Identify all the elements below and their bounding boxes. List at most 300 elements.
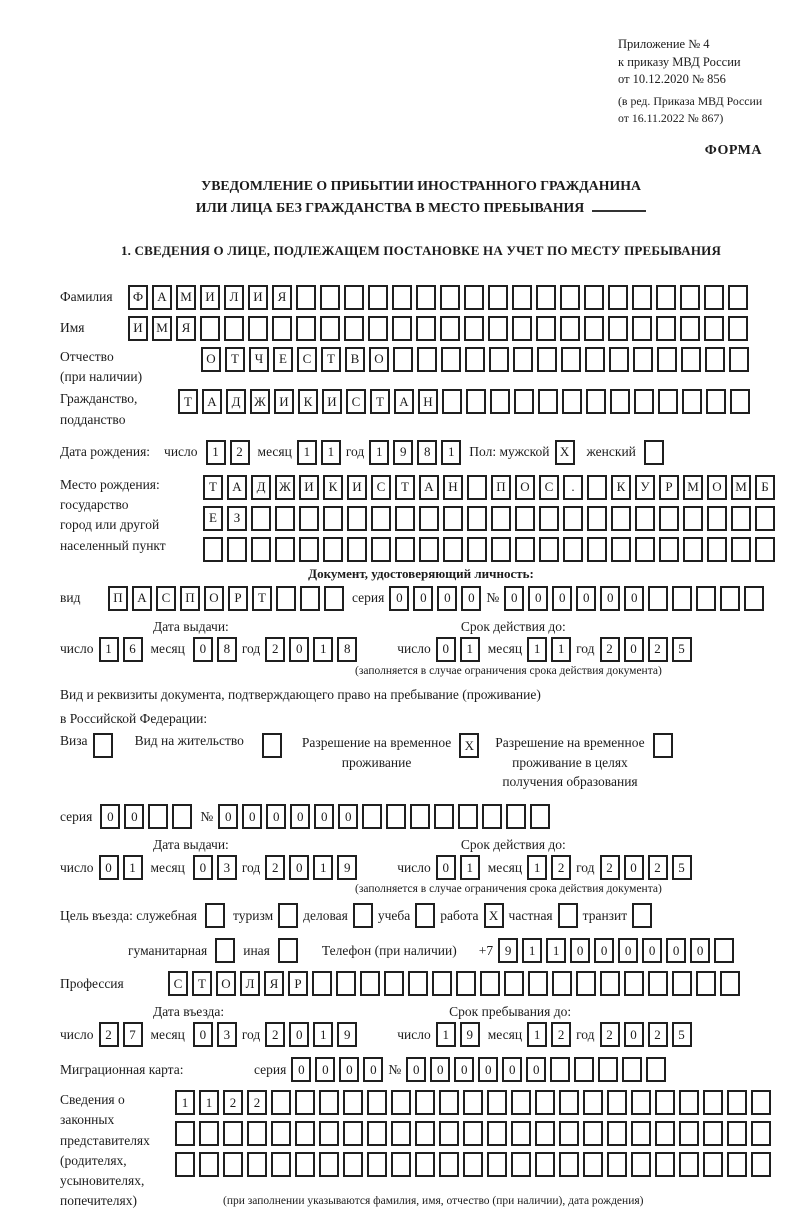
form-cell: Т — [225, 347, 245, 372]
form-cell — [175, 1152, 195, 1177]
form-cell: 8 — [337, 637, 357, 662]
form-cell — [275, 506, 295, 531]
purpose-tourism-checkbox — [278, 903, 298, 928]
form-cell — [251, 506, 271, 531]
profession-cells — [168, 971, 740, 996]
year-label: год — [576, 1026, 595, 1042]
mig-number-label: № — [388, 1061, 402, 1077]
form-cell — [511, 1152, 531, 1177]
legal-reps-cells-row2 — [175, 1121, 771, 1146]
form-cell: 0 — [526, 1057, 546, 1082]
entry-month-cells — [193, 1022, 237, 1047]
section1-title: 1. СВЕДЕНИЯ О ЛИЦЕ, ПОДЛЕЖАЩЕМ ПОСТАНОВКЕ НА УЧЕТ ПО МЕСТУ ПРЕБЫВАНИЯ — [120, 242, 722, 258]
form-cell — [458, 804, 478, 829]
form-cell — [367, 1090, 387, 1115]
form-cell: Т — [192, 971, 212, 996]
form-cell — [714, 938, 734, 963]
surname-cells — [128, 285, 748, 310]
birth-year-cells — [369, 440, 461, 465]
form-cell: А — [132, 586, 152, 611]
form-cell: X — [555, 440, 575, 465]
form-cell — [705, 347, 725, 372]
form-cell — [536, 285, 556, 310]
form-cell — [559, 1090, 579, 1115]
form-cell — [598, 1057, 618, 1082]
form-cell: Ж — [275, 475, 295, 500]
form-cell: Д — [251, 475, 271, 500]
form-cell — [728, 316, 748, 341]
form-cell — [587, 475, 607, 500]
form-cell — [278, 938, 298, 963]
form-cell — [296, 316, 316, 341]
residence-permit-checkbox — [262, 733, 282, 758]
form-cell — [410, 804, 430, 829]
form-cell: 2 — [648, 637, 668, 662]
form-cell: 0 — [413, 586, 433, 611]
purpose-business-checkbox — [353, 903, 373, 928]
form-cell — [347, 506, 367, 531]
sex-female-checkbox — [644, 440, 664, 465]
form-cell — [227, 537, 247, 562]
form-cell: О — [216, 971, 236, 996]
form-cell — [528, 971, 548, 996]
form-cell: 1 — [460, 855, 480, 880]
purpose-private-label: частная — [508, 907, 553, 923]
form-cell — [415, 1090, 435, 1115]
form-cell — [415, 1152, 435, 1177]
day-label: число — [60, 1026, 94, 1042]
stay-month-cells — [527, 1022, 571, 1047]
form-cell: 0 — [218, 804, 238, 829]
form-cell — [415, 1121, 435, 1146]
form-cell — [353, 903, 373, 928]
legal-reps-note: (при заполнении указываются фамилия, имя, отчество (при наличии), дата рождения) — [223, 1195, 644, 1207]
form-cell: 0 — [594, 938, 614, 963]
form-cell — [607, 1152, 627, 1177]
form-cell — [658, 389, 678, 414]
stay-day-cells — [436, 1022, 480, 1047]
form-cell: 0 — [552, 586, 572, 611]
form-cell: Т — [321, 347, 341, 372]
form-cell — [419, 506, 439, 531]
form-cell — [419, 537, 439, 562]
form-cell — [488, 316, 508, 341]
res-issue-day-cells — [99, 855, 143, 880]
form-cell — [632, 903, 652, 928]
form-cell: 1 — [297, 440, 317, 465]
form-cell — [506, 804, 526, 829]
form-cell — [563, 537, 583, 562]
phone-prefix: +7 — [478, 942, 494, 958]
purpose-study-checkbox — [415, 903, 435, 928]
form-cell: О — [201, 347, 221, 372]
form-cell: 2 — [99, 1022, 119, 1047]
form-cell — [576, 971, 596, 996]
res-validity-note: (заполняется в случае ограничения срока действия документа) — [355, 883, 662, 895]
purpose-other-label: иная — [243, 942, 270, 958]
form-cell — [696, 971, 716, 996]
form-cell — [679, 1090, 699, 1115]
form-cell: 9 — [337, 1022, 357, 1047]
temp-residence-edu-label: Разрешение на временное проживание в целях получения образования — [495, 735, 645, 790]
form-cell: П — [491, 475, 511, 500]
form-cell — [608, 285, 628, 310]
year-label: год — [241, 1026, 261, 1042]
form-cell — [648, 971, 668, 996]
form-cell — [704, 285, 724, 310]
form-cell — [271, 1152, 291, 1177]
form-cell — [395, 537, 415, 562]
form-cell — [295, 1152, 315, 1177]
form-cell: 0 — [624, 586, 644, 611]
form-cell: И — [299, 475, 319, 500]
day-label: число — [60, 641, 94, 657]
form-cell — [560, 285, 580, 310]
form-cell: 2 — [648, 855, 668, 880]
title-line2: ИЛИ ЛИЦА БЕЗ ГРАЖДАНСТВА В МЕСТО ПРЕБЫВАНИЯ — [60, 197, 782, 219]
form-cell — [439, 1090, 459, 1115]
form-cell — [491, 506, 511, 531]
legal-reps-cells-row1 — [175, 1090, 771, 1115]
form-cell — [682, 389, 702, 414]
form-cell: И — [248, 285, 268, 310]
form-cell: 0 — [570, 938, 590, 963]
residence-doc-line1: Вид и реквизиты документа, подтверждающего право на пребывание (проживание) — [60, 686, 541, 702]
form-cell — [600, 971, 620, 996]
form-cell — [456, 971, 476, 996]
form-cell — [391, 1152, 411, 1177]
form-cell: К — [298, 389, 318, 414]
form-cell — [587, 537, 607, 562]
form-cell — [560, 316, 580, 341]
form-cell: 1 — [175, 1090, 195, 1115]
doc-expiry-day-cells — [436, 637, 480, 662]
doc-expiry-year-cells — [600, 637, 692, 662]
form-cell — [467, 475, 487, 500]
form-cell — [463, 1121, 483, 1146]
form-cell — [251, 537, 271, 562]
form-cell — [587, 506, 607, 531]
form-cell — [368, 316, 388, 341]
purpose-private-checkbox — [558, 903, 578, 928]
form-cell: 0 — [314, 804, 334, 829]
form-cell: . — [563, 475, 583, 500]
res-series-cells — [100, 804, 192, 829]
form-cell — [465, 347, 485, 372]
form-cell: Д — [226, 389, 246, 414]
form-cell — [550, 1057, 570, 1082]
form-cell: 1 — [527, 855, 547, 880]
edition-line: от 16.11.2022 № 867) — [618, 110, 724, 125]
edition-line: (в ред. Приказа МВД России — [618, 93, 763, 108]
form-cell: 0 — [576, 586, 596, 611]
res-number-label: № — [200, 808, 214, 824]
form-cell: Р — [288, 971, 308, 996]
form-cell — [395, 506, 415, 531]
form-cell: 0 — [193, 637, 213, 662]
form-cell: Ф — [128, 285, 148, 310]
form-cell: А — [419, 475, 439, 500]
form-cell — [512, 285, 532, 310]
form-cell — [672, 586, 692, 611]
form-cell: 0 — [266, 804, 286, 829]
form-cell: К — [611, 475, 631, 500]
entry-dates-headers — [60, 1004, 782, 1020]
stay-until-header: Срок пребывания до: — [449, 1004, 572, 1019]
form-cell — [562, 389, 582, 414]
form-cell — [312, 971, 332, 996]
form-cell: 9 — [337, 855, 357, 880]
form-cell: Я — [272, 285, 292, 310]
form-cell — [271, 1090, 291, 1115]
form-cell — [514, 389, 534, 414]
form-cell: И — [200, 285, 220, 310]
temp-residence-checkbox — [459, 733, 479, 758]
form-cell: Е — [203, 506, 223, 531]
form-cell — [343, 1152, 363, 1177]
form-cell: Б — [755, 475, 775, 500]
form-cell — [655, 1121, 675, 1146]
form-cell — [655, 1090, 675, 1115]
form-cell — [415, 903, 435, 928]
form-cell: О — [515, 475, 535, 500]
form-cell: 0 — [502, 1057, 522, 1082]
form-cell — [371, 506, 391, 531]
form-cell: З — [227, 506, 247, 531]
form-cell: 2 — [600, 637, 620, 662]
form-cell — [224, 316, 244, 341]
form-cell — [703, 1090, 723, 1115]
form-cell — [343, 1090, 363, 1115]
form-cell — [515, 506, 535, 531]
year-label: год — [576, 859, 595, 875]
form-cell — [296, 285, 316, 310]
form-cell — [536, 316, 556, 341]
form-cell: К — [323, 475, 343, 500]
page-title — [60, 175, 782, 219]
form-cell: 2 — [600, 855, 620, 880]
form-cell: С — [346, 389, 366, 414]
form-cell: С — [539, 475, 559, 500]
res-dates-headers — [60, 837, 782, 853]
form-cell — [441, 347, 461, 372]
given-name-cells — [128, 316, 748, 341]
form-cell — [275, 537, 295, 562]
form-cell: М — [176, 285, 196, 310]
form-cell — [416, 316, 436, 341]
form-cell: 0 — [461, 586, 481, 611]
annex-reference — [618, 36, 782, 127]
form-cell — [583, 1121, 603, 1146]
doc-number-label: № — [486, 590, 500, 606]
form-cell: 1 — [546, 938, 566, 963]
form-cell: 1 — [313, 1022, 333, 1047]
res-number-cells — [218, 804, 550, 829]
form-cell — [367, 1152, 387, 1177]
form-cell — [278, 903, 298, 928]
form-cell — [487, 1152, 507, 1177]
day-label: число — [397, 641, 431, 657]
entry-day-cells — [99, 1022, 143, 1047]
form-cell — [755, 506, 775, 531]
form-cell — [393, 347, 413, 372]
form-cell: 9 — [460, 1022, 480, 1047]
form-cell — [634, 389, 654, 414]
birth-day-cells — [206, 440, 250, 465]
stay-year-cells — [600, 1022, 692, 1047]
form-cell — [727, 1090, 747, 1115]
form-cell — [744, 586, 764, 611]
doc-type-label: вид — [60, 590, 81, 606]
year-label: год — [576, 641, 595, 657]
form-cell: 2 — [551, 1022, 571, 1047]
form-cell — [442, 389, 462, 414]
month-label: месяц — [487, 641, 523, 657]
form-cell — [583, 1152, 603, 1177]
form-label: ФОРМА — [704, 142, 762, 158]
form-cell — [440, 316, 460, 341]
form-cell: 8 — [217, 637, 237, 662]
phone-cells — [498, 938, 734, 963]
form-cell — [683, 537, 703, 562]
profession-label: Профессия — [60, 975, 124, 991]
form-cell — [537, 347, 557, 372]
form-cell: А — [394, 389, 414, 414]
form-cell — [443, 506, 463, 531]
form-cell: 0 — [666, 938, 686, 963]
form-cell — [707, 537, 727, 562]
res-expiry-year-cells — [600, 855, 692, 880]
sex-female-label: женский — [586, 444, 636, 460]
form-cell — [727, 1121, 747, 1146]
form-cell — [751, 1152, 771, 1177]
form-cell: Т — [178, 389, 198, 414]
form-cell — [751, 1090, 771, 1115]
form-cell — [344, 285, 364, 310]
form-cell — [175, 1121, 195, 1146]
form-cell — [607, 1090, 627, 1115]
form-cell — [440, 285, 460, 310]
form-cell — [631, 1152, 651, 1177]
entry-purpose-label: Цель въезда: служебная — [60, 907, 197, 923]
form-cell: 1 — [551, 637, 571, 662]
form-cell — [439, 1152, 459, 1177]
form-cell — [199, 1152, 219, 1177]
res-series-label: серия — [60, 808, 93, 824]
visa-checkbox — [93, 733, 113, 758]
birth-date-label: Дата рождения: — [60, 444, 151, 460]
form-cell: 9 — [498, 938, 518, 963]
form-cell — [608, 316, 628, 341]
surname-label: Фамилия — [60, 289, 113, 305]
form-cell: 0 — [624, 1022, 644, 1047]
form-cell — [487, 1090, 507, 1115]
form-cell: 0 — [430, 1057, 450, 1082]
form-cell: 0 — [389, 586, 409, 611]
month-label: месяц — [487, 859, 523, 875]
form-cell: 1 — [99, 637, 119, 662]
form-cell — [467, 537, 487, 562]
form-cell: С — [168, 971, 188, 996]
form-cell — [535, 1121, 555, 1146]
form-cell — [583, 1090, 603, 1115]
purpose-other-checkbox — [278, 938, 298, 963]
form-cell — [391, 1090, 411, 1115]
form-cell: 0 — [124, 804, 144, 829]
form-cell — [585, 347, 605, 372]
mig-series-cells — [291, 1057, 383, 1082]
birth-month-cells — [297, 440, 341, 465]
form-cell: 2 — [648, 1022, 668, 1047]
doc-issue-month-cells — [193, 637, 237, 662]
form-cell: 0 — [291, 1057, 311, 1082]
mig-series-label: серия — [254, 1061, 287, 1077]
patronymic-cells — [201, 347, 749, 372]
day-label: число — [397, 859, 431, 875]
form-cell — [707, 506, 727, 531]
form-cell: П — [180, 586, 200, 611]
form-cell: 0 — [193, 1022, 213, 1047]
form-cell: 1 — [522, 938, 542, 963]
form-cell: 0 — [690, 938, 710, 963]
doc-series-label: серия — [352, 590, 385, 606]
doc-type-cells — [108, 586, 344, 611]
form-cell — [672, 971, 692, 996]
form-cell — [299, 537, 319, 562]
form-cell: Я — [264, 971, 284, 996]
form-cell: 0 — [528, 586, 548, 611]
form-cell — [200, 316, 220, 341]
form-cell — [464, 316, 484, 341]
form-cell: 1 — [123, 855, 143, 880]
res-valid-until-header: Срок действия до: — [460, 837, 566, 852]
form-cell — [439, 1121, 459, 1146]
annex-line: от 10.12.2020 № 856 — [618, 72, 726, 86]
form-cell: 1 — [199, 1090, 219, 1115]
form-cell — [530, 804, 550, 829]
given-name-label: Имя — [60, 320, 85, 336]
form-cell — [464, 285, 484, 310]
day-label: число — [60, 859, 94, 875]
form-cell — [272, 316, 292, 341]
purpose-official-checkbox — [205, 903, 225, 928]
form-cell: 0 — [363, 1057, 383, 1082]
form-cell: 2 — [600, 1022, 620, 1047]
form-cell: 1 — [206, 440, 226, 465]
form-cell — [680, 285, 700, 310]
birth-place-cells-row1 — [203, 475, 775, 500]
title-blank-underline — [592, 199, 646, 212]
form-cell — [731, 537, 751, 562]
form-cell: Н — [418, 389, 438, 414]
form-cell — [362, 804, 382, 829]
form-cell — [203, 537, 223, 562]
form-cell: 0 — [315, 1057, 335, 1082]
form-cell — [704, 316, 724, 341]
form-cell: 0 — [99, 855, 119, 880]
form-cell — [247, 1121, 267, 1146]
form-cell — [319, 1152, 339, 1177]
form-cell: Л — [224, 285, 244, 310]
form-cell: X — [459, 733, 479, 758]
form-cell: 1 — [527, 1022, 547, 1047]
form-cell — [558, 903, 578, 928]
form-cell: 1 — [460, 637, 480, 662]
res-expiry-day-cells — [436, 855, 480, 880]
doc-issue-year-cells — [265, 637, 357, 662]
res-issue-month-cells — [193, 855, 237, 880]
form-cell — [323, 537, 343, 562]
